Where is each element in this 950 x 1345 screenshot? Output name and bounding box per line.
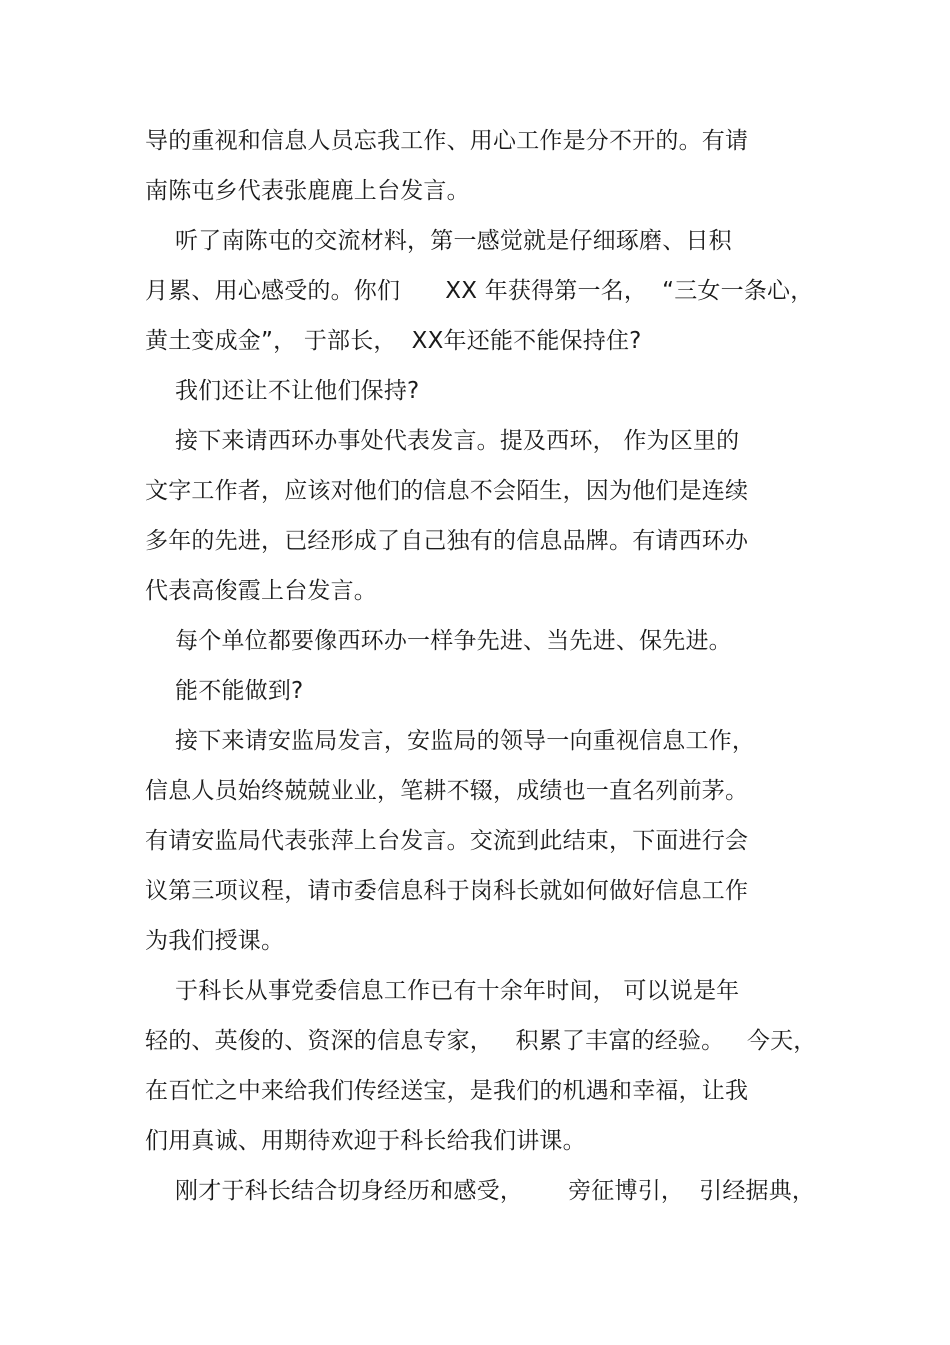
text-line: 我们还让不让他们保持? <box>145 378 420 404</box>
text-line: 有请安监局代表张萍上台发言。交流到此结束，下面进行会 <box>145 828 749 854</box>
text-line: 于科长从事党委信息工作已有十余年时间， 可以说是年 <box>145 978 740 1004</box>
text-line: 月累、用心感受的。你们 XX 年获得第一名， “三女一条心， <box>145 278 814 304</box>
text-line: 能不能做到? <box>145 678 304 704</box>
text-line: 议第三项议程，请市委信息科于岗科长就如何做好信息工作 <box>145 878 749 904</box>
text-line: 们用真诚、用期待欢迎于科长给我们讲课。 <box>145 1128 586 1154</box>
text-line: 黄土变成金”， 于部长， XX年还能不能保持住? <box>145 328 642 354</box>
text-line: 多年的先进，已经形成了自己独有的信息品牌。有请西环办 <box>145 528 749 554</box>
text-line: 文字工作者，应该对他们的信息不会陌生，因为他们是连续 <box>145 478 749 504</box>
text-line: 接下来请西环办事处代表发言。提及西环， 作为区里的 <box>145 428 740 454</box>
text-line: 在百忙之中来给我们传经送宝，是我们的机遇和幸福，让我 <box>145 1078 749 1104</box>
text-line: 刚才于科长结合切身经历和感受， 旁征博引， 引经据典， <box>145 1178 816 1204</box>
text-line: 信息人员始终兢兢业业，笔耕不辍，成绩也一直名列前茅。 <box>145 778 749 804</box>
text-line: 轻的、英俊的、资深的信息专家， 积累了丰富的经验。 今天， <box>145 1028 817 1054</box>
text-line: 听了南陈屯的交流材料，第一感觉就是仔细琢磨、日积 <box>145 228 732 254</box>
text-line: 导的重视和信息人员忘我工作、用心工作是分不开的。有请 <box>145 128 749 154</box>
text-line: 每个单位都要像西环办一样争先进、当先进、保先进。 <box>145 628 732 654</box>
text-line: 代表高俊霞上台发言。 <box>145 578 377 604</box>
text-line: 接下来请安监局发言，安监局的领导一向重视信息工作， <box>145 728 756 754</box>
text-line: 南陈屯乡代表张鹿鹿上台发言。 <box>145 178 470 204</box>
text-line: 为我们授课。 <box>145 928 285 954</box>
